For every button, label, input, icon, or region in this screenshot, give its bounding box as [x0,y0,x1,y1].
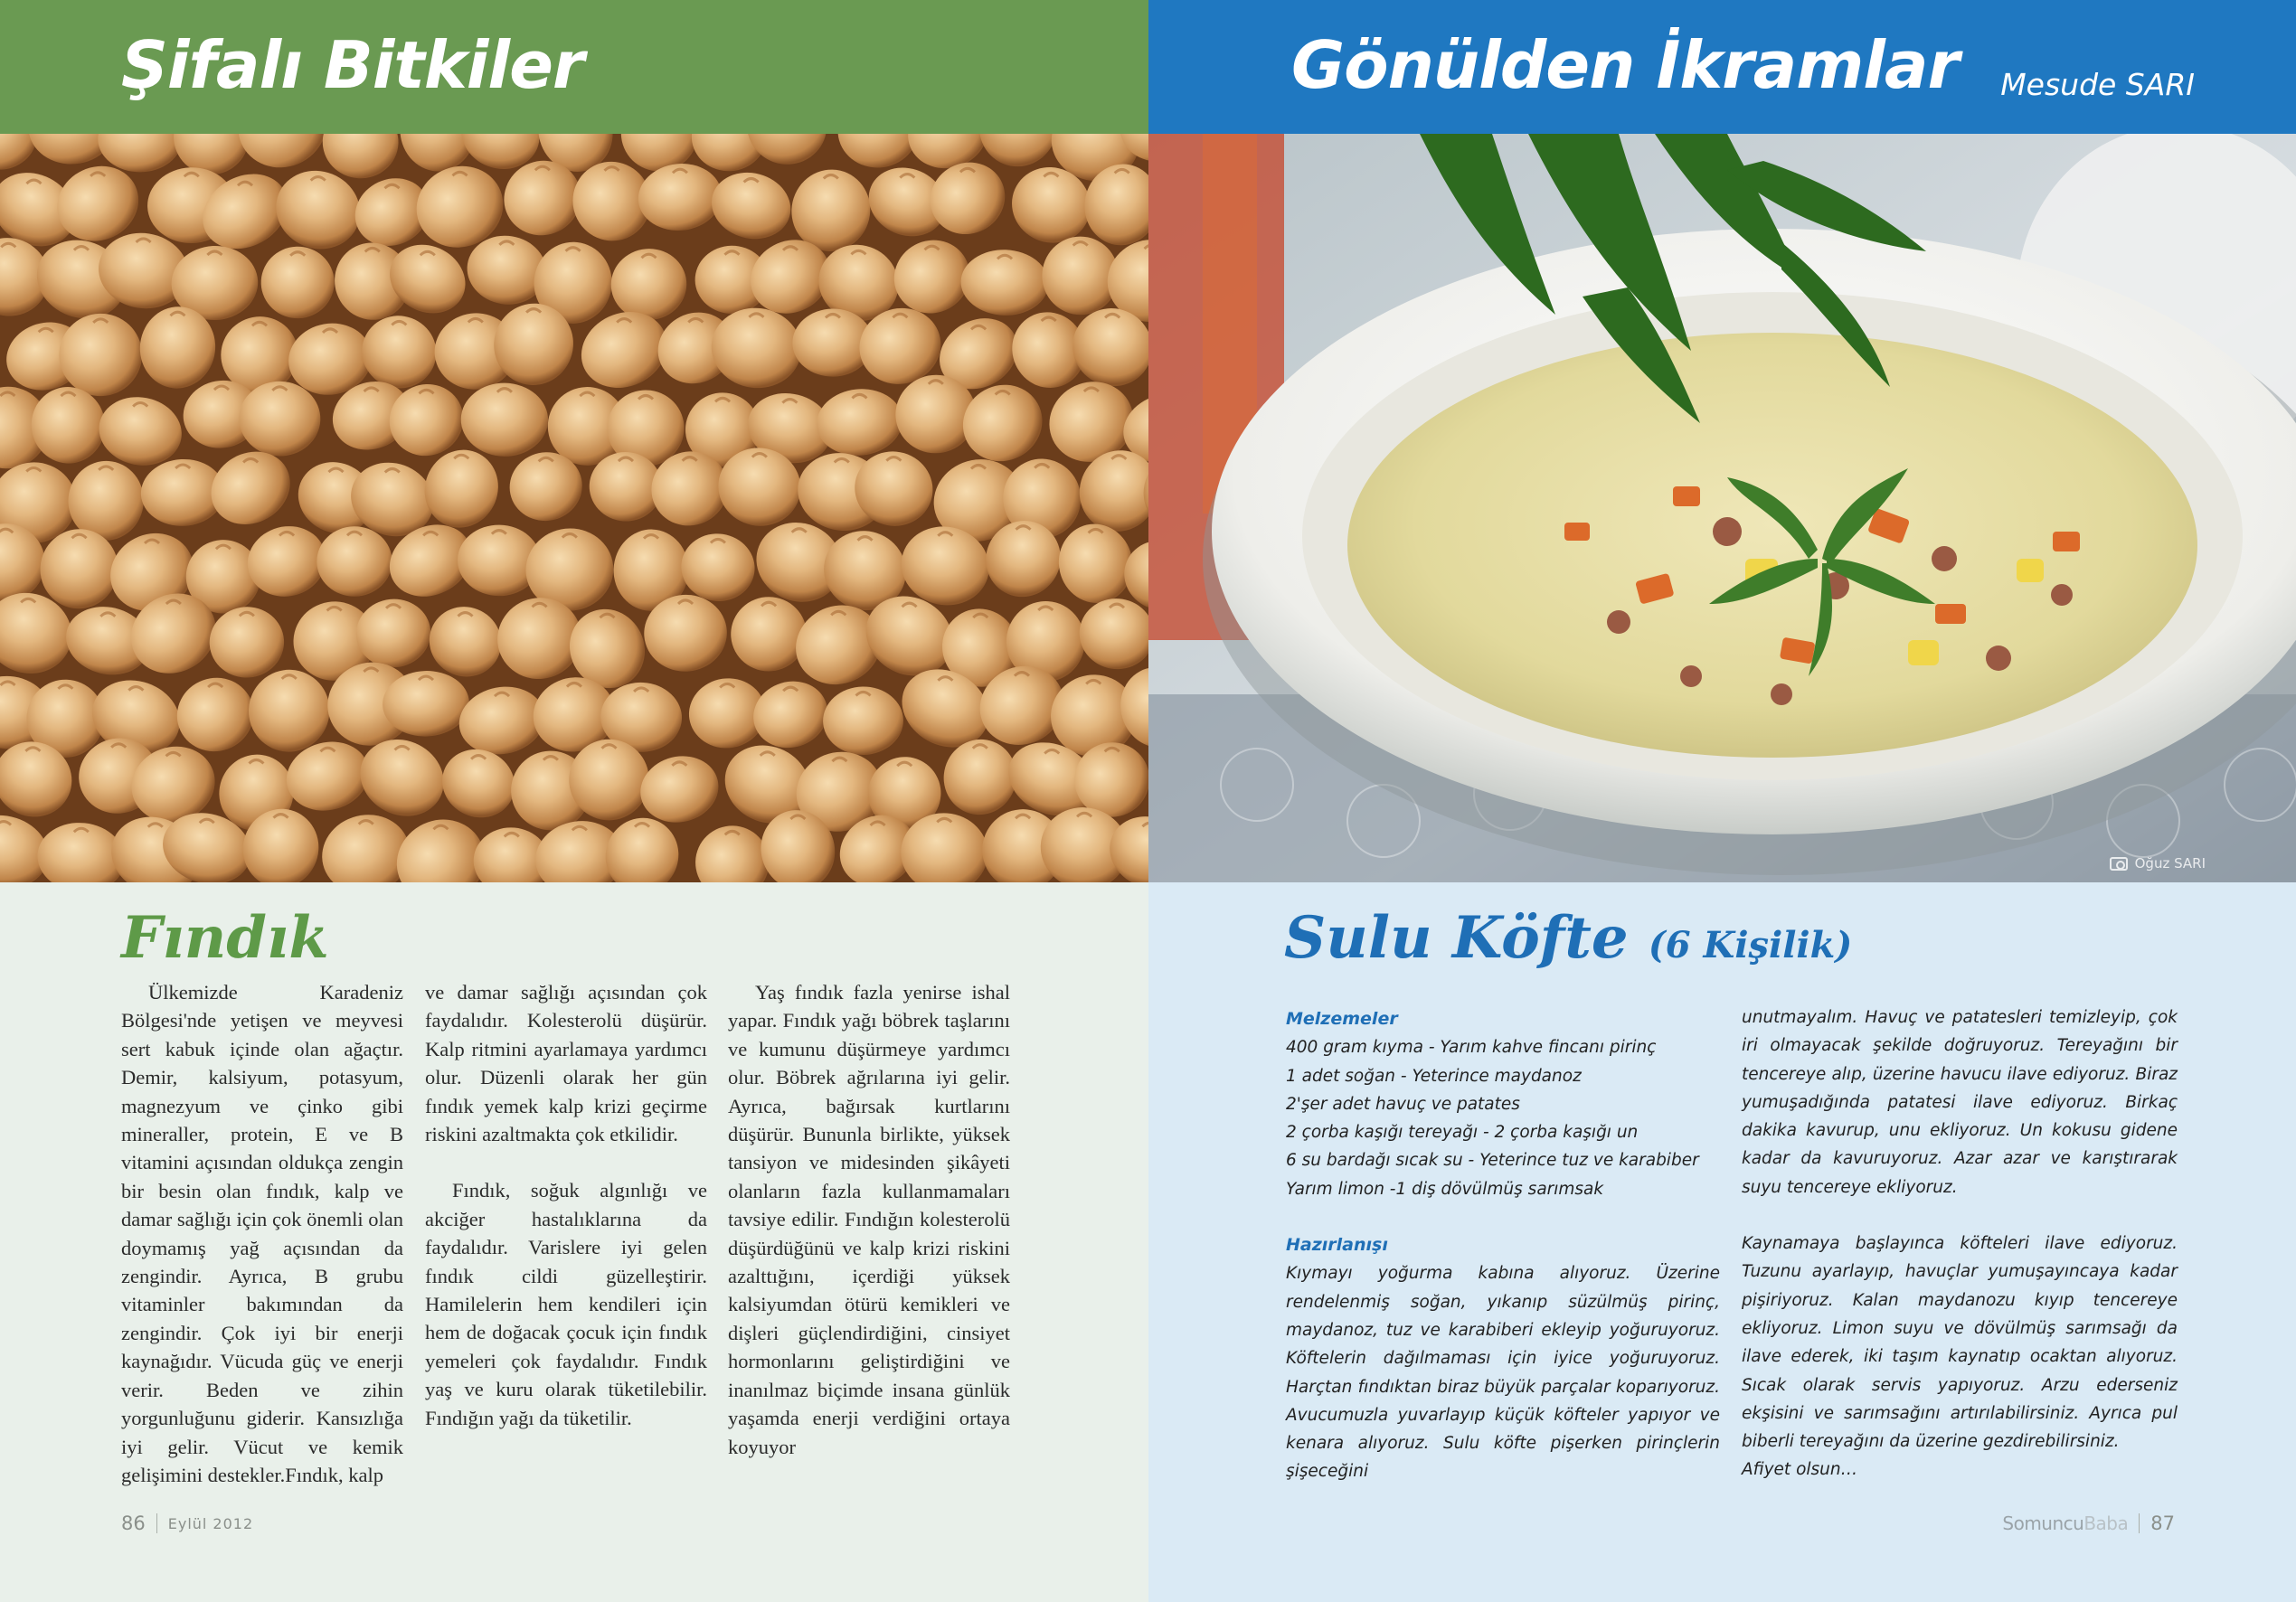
right-page [1148,0,2296,1602]
paragraph: Fındık, soğuk algınlığı ve akciğer hastalıklarına da faydalıdır. Varislere iyi gelen fındık cildi güzelleştirir. Hamilelerin hem kendileri için hem de doğacak çocuk için fındık yemeleri çok faydalıdır. Fındık yaş ve kuru olarak tüketilebilir. Fındığın yağı da tüketilir. [425,1179,707,1429]
article-column-3 [728,978,1010,1461]
magazine-brand: SomuncuBaba [2002,1512,2129,1534]
author-name: Mesude SARI [2000,67,2195,102]
hazelnut-photo [0,134,1148,882]
recipe-title [1284,904,1852,972]
recipe-column-1 [1286,1005,1720,1486]
ingredient-item: 2'şer adet havuç ve patates [1286,1094,1520,1114]
footer-divider [2139,1513,2140,1533]
issue-date: Eylül 2012 [167,1514,254,1532]
ingredient-item: 1 adet soğan - Yeterince maydanoz [1286,1066,1582,1086]
hazelnuts-image [0,134,1148,882]
preparation-text: Kaynamaya başlayınca köfteleri ilave ediyoruz. Tuzunu ayarlayıp, havuçlar yumuşayıncaya kadar pişiriyoruz. Kalan maydanozu kıyıp tencereye ekliyoruz. Limon suyu ve dövülmüş sarımsağı da ilave ederek, iki taşım kaynatıp ocaktan alıyoruz. Sıcak olarak servis yapıyoruz. Arzu ederseniz ekşisini ve sarımsağını artırılabilirsiniz. Ayrıca pul biberli tereyağını da üzerine gezdirebilirsiniz. [1742,1234,2178,1452]
ingredient-item: 400 gram kıyma - Yarım kahve fincanı pirinç [1286,1038,1657,1058]
article-title: Fındık [121,904,329,972]
footer-divider [156,1513,157,1533]
section-title: Gönülden İkramlar [1291,27,1960,103]
ingredient-item: 2 çorba kaşığı tereyağı - 2 çorba kaşığı un [1286,1123,1639,1143]
page-footer [2002,1512,2175,1534]
section-header-band [0,0,1148,134]
photo-credit-name: Oğuz SARI [2134,855,2206,872]
recipe-servings: (6 Kişilik) [1648,924,1853,966]
paragraph: Ülkemizde Karadeniz Bölgesi'nde yetişen ve meyvesi sert kabuk içinde olan ağaçtır. Demir, kalsiyum, potasyum, magnezyum ve çinko gibi mineraller, protein, E ve B vitamini açısından oldukça zengin bir besin olan fındık, kalp ve damar sağlığı için çok önemli olan doymamış yağ açısından da zengindir. Ayrıca, B grubu vitaminler bakımından da zengindir. Çok iyi bir enerji kaynağıdır. Vücuda güç ve enerji verir. Beden ve zihin yorgunluğunu giderir. Kansızlığa iyi gelir. Vücut ve kemik gelişimini destekler.Fındık, kalp [121,981,403,1486]
page-number: 86 [121,1512,146,1534]
photo-credit [2110,855,2206,872]
ingredients-label: Melzemeler [1286,1009,1398,1029]
page-number: 87 [2150,1512,2175,1534]
preparation-label: Hazırlanışı [1286,1235,1388,1256]
paragraph: Yaş fındık fazla yenirse ishal yapar. Fındık yağı böbrek taşlarını ve kumunu düşürmeye yardımcı olur. Böbrek ağrılarına iyi gelir. Ayrıca, bağırsak kurtlarını düşürür. Bununla birlikte, yüksek tansiyon ve midesinden şikâyeti olanların fazla kullanmamaları tavsiye edilir. Fındığın kolesterolü düşürdüğünü ve kalp krizi riskini azalttığını, içerdiği yüksek kalsiyumdan ötürü kemikleri ve dişleri güçlendirdiğini, cinsiyet hormonlarını geliştirdiğini ve inanılmaz biçimde insana günlük yaşamda enerji verdiğini ortaya koyuyor [728,981,1010,1458]
ingredient-item: 6 su bardağı sıcak su - Yeterince tuz ve karabiber [1286,1151,1699,1171]
article-column-1 [121,978,403,1489]
section-header-band [1148,0,2296,134]
preparation-text: unutmayalım. Havuç ve patatesleri temizleyip, çok iri olmayacak şekilde doğruyoruz. Tereyağını bir tencereye alıp, üzerine havucu ilave ediyoruz. Biraz yumuşadığında patatesi ilave ediyoruz. Birkaç dakika kavurup, unu ekliyoruz. Un kokusu gidene kadar da kavuruyoruz. Azar azar ve karıştırarak suyu tencereye ekliyoruz. [1742,1008,2178,1197]
section-title: Şifalı Bitkiler [121,27,584,103]
soup-bowl-image [1148,134,2296,882]
article-column-2 [425,978,707,1432]
soup-photo [1148,134,2296,882]
recipe-column-2 [1742,1004,2178,1484]
page-footer [121,1512,253,1534]
ingredient-item: Yarım limon -1 diş dövülmüş sarımsak [1286,1179,1604,1199]
preparation-text: Kıymayı yoğurma kabına alıyoruz. Üzerine rendelenmiş soğan, yıkanıp süzülmüş pirinç, maydanoz, tuz ve karabiberi ekleyip yoğuruyoruz. Köftelerin dağılmaması için iyice yoğuruyoruz. Harçtan fındıktan biraz büyük parçalar koparıyoruz. Avucumuzla yuvarlayıp küçük köfteler yapıyor ve kenara alıyoruz. Sulu köfte pişerken pirinçlerin şişeceğini [1286,1264,1720,1482]
closing-text: Afiyet olsun… [1742,1460,1858,1480]
camera-icon [2110,857,2128,871]
paragraph: ve damar sağlığı açısından çok faydalıdır. Kolesterolü düşürür. Kalp ritmini ayarlamaya yardımcı olur. Düzenli olarak her gün fındık yemek kalp krizi geçirme riskini azaltmakta çok etkilidir. [425,981,707,1146]
recipe-title-text: Sulu Köfte [1284,904,1629,972]
